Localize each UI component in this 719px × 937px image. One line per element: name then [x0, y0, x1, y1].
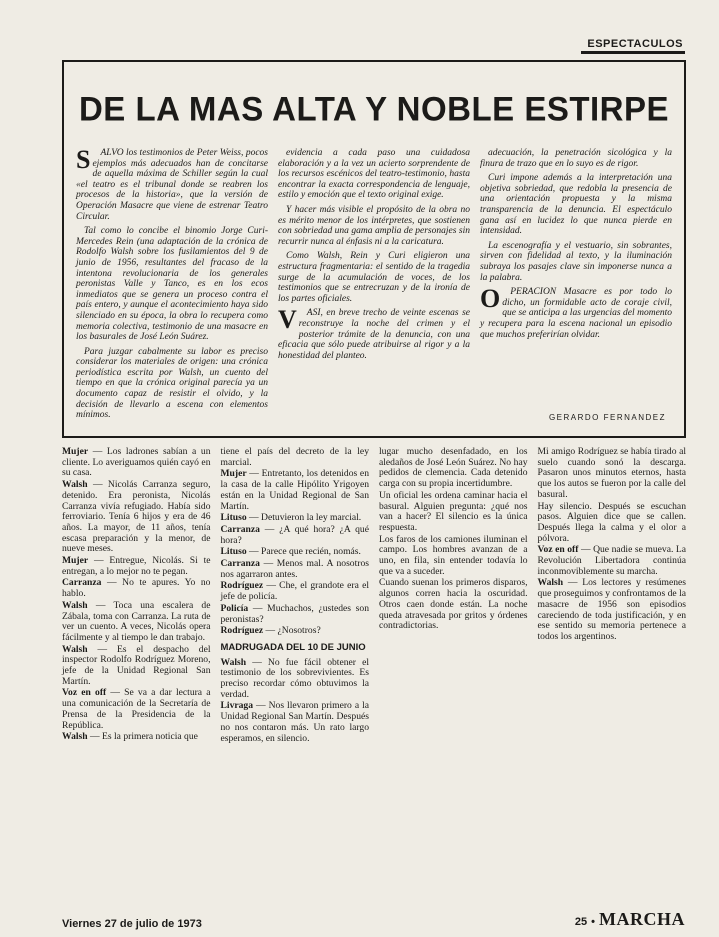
script-line: [221, 469, 370, 512]
paragraph: Tal como lo concibe el binomio Jorge Curi-Mercedes Rein (una adaptación de la crónica de Rodolfo Walsh sobre los fusilamientos del 9 de junio de 1956, resultantes del fracaso de la intentona revolucionaria de los generales peronistas Valle y Tanco, es en los ecos inmediatos que se genera un proceso contra el país entero, y aunque el acontecimiento haya sido silenciado en su época, la obra lo recupera como memoria colectiva, testimonio de una masacre en los basurales de José León Suárez.: [76, 226, 268, 343]
speaker-name: Mujer: [62, 555, 89, 567]
script-line: [62, 447, 211, 479]
article-box: [62, 60, 686, 438]
script-line: [62, 645, 211, 688]
line-text: — Toca una escalera de Zábala, toma con Carranza. La ruta de ver un cuento. A veces, Nicolás opera fácilmente y al tiempo le dan trabajo.: [62, 599, 211, 643]
speaker-name: Mujer: [62, 446, 89, 457]
line-text: — Entretanto, los detenidos en la casa de la calle Hipólito Yrigoyen están en la Unidad Regional de San Martín.: [220, 468, 369, 512]
paragraph: evidencia a cada paso una cuidadosa elaboración y a la vez un acierto sorprendente de los recursos escénicos del teatro-testimonio, hasta encontrar la exacta correspondencia de lenguaje, estilo y emoción que el texto original exige.: [278, 148, 470, 201]
script-line: [538, 447, 687, 501]
page-footer: [62, 908, 685, 930]
line-text: — Detuvieron la ley marcial.: [249, 512, 362, 524]
speaker-name: Voz en off: [537, 544, 579, 556]
line-text: — Se va a dar lectura a una comunicación de la Secretaría de Prensa de la Presidencia de la República.: [62, 687, 211, 731]
speaker-name: Policía: [220, 602, 249, 614]
line-text: — No te apures. Yo no hablo.: [62, 577, 211, 600]
speaker-name: Livraga: [220, 700, 254, 712]
speaker-name: Carranza: [220, 523, 260, 535]
drop-cap: V: [278, 305, 297, 335]
paragraph: PERACION Masacre es por todo lo dicho, un formidable acto de coraje civil, que se anticipa a las urgencias del momento y recupera para la escena nacional un episodio que muchos preferirían olvidar.: [480, 287, 672, 340]
script-line: [221, 626, 370, 637]
script-line: [538, 502, 687, 545]
line-text: — Es el despacho del inspector Rodolfo Rodríguez Moreno, jefe de la Unidad Regional San Martín.: [62, 643, 211, 687]
script-line: [221, 447, 370, 468]
script-line: [62, 480, 211, 555]
script-line: [379, 447, 528, 490]
paragraph: Como Walsh, Rein y Curi eligieron una estructura fragmentaria: el sentido de la tragedia surge de la acumulación de voces, de los testimonios que se entrecruzan y de la ironía de los partes oficiales.: [278, 251, 470, 304]
publication-name: MARCHA: [599, 909, 685, 929]
line-text: Un oficial les ordena caminar hacia el basural. Alguien pregunta: ¿qué nos van a hacer? El silencio es la única respuesta.: [379, 489, 528, 533]
line-text: — Nos llevaron primero a la Unidad Regional San Martín. Después no nos contaron más. Un rato largo esperamos, en silencio.: [220, 700, 369, 744]
speaker-name: Carranza: [62, 577, 102, 589]
issue-date: Viernes 27 de julio de 1973: [62, 918, 202, 930]
line-text: Los faros de los camiones iluminan el campo. Los hombres avanzan de a uno, en fila, sin entender todavía lo que va a suceder.: [379, 533, 528, 577]
body-column-4: [538, 447, 687, 895]
script-line: [221, 658, 370, 701]
speaker-name: Walsh: [62, 643, 88, 655]
script-line: [62, 578, 211, 599]
script-line: [221, 513, 370, 524]
paragraph: Para juzgar cabalmente su labor es preciso considerar los materiales de origen: una crónica periodística escrita por Walsh, un cuento del tiempo en que la crónica original parecía ya un documento capaz de resistir el olvido, y la decisión de llevarlo a escena con elementos mínimos.: [76, 346, 268, 421]
line-text: — ¿A qué hora? ¿A qué hora?: [220, 523, 369, 546]
paragraph: La escenografía y el vestuario, sin sobrantes, sirven con fidelidad al texto, y la iluminación subraya los pasajes clave sin imponerse nunca a la palabra.: [480, 240, 672, 283]
subheading: MADRUGADA DEL 10 DE JUNIO: [220, 641, 366, 653]
speaker-name: Lituso: [220, 546, 247, 558]
script-line: [62, 688, 211, 731]
speaker-name: Walsh: [62, 599, 88, 611]
line-text: — Los ladrones sabían a un cliente. Lo averiguamos quién cayó en su casa.: [62, 446, 211, 479]
paragraph: ALVO los testimonios de Peter Weiss, pocos ejemplos más adecuados han de concitarse de aquella máxima de Schiller según la cual «el teatro es el tribunal donde se reabren los procesos de la historia», que la versión de Operación Masacre que viene de estrenar Teatro Circular.: [76, 148, 268, 222]
line-text: Hay silencio. Después se escuchan pasos. Alguien dice que se callen. Después llega la calma y el olor a pólvora.: [537, 500, 686, 544]
body-column-3: [379, 447, 528, 895]
script-line: [221, 604, 370, 625]
speaker-name: Carranza: [220, 558, 260, 570]
box-column-3: [480, 148, 672, 408]
paragraph: Curi impone además a la interpretación una objetiva sobriedad, que redobla la presencia de una orientación propuesta y la misma transparencia de la denuncia. El espectáculo gana así en lucidez lo que nunca pierde en intensidad.: [480, 173, 672, 237]
byline: GERARDO FERNANDEZ: [548, 413, 666, 422]
speaker-name: Voz en off: [62, 687, 107, 699]
drop-cap: O: [480, 284, 501, 314]
line-text: — Menos mal. A nosotros nos agarraron antes.: [220, 558, 369, 580]
speaker-name: Rodríguez: [220, 625, 264, 637]
speaker-name: Walsh: [537, 577, 564, 589]
speaker-name: Walsh: [220, 656, 247, 668]
line-text: — Los lectores y resúmenes que proseguimos y confrontamos de la masacre de 1956 son episodios careciendo de toda justificación, y en ese sentido su memoria pertenece a todos los argentinos.: [537, 577, 686, 642]
script-line: [538, 545, 687, 577]
paragraph: Y hacer más visible el propósito de la obra no es mérito menor de los intérpretes, que sostienen con sobriedad una gama amplia de personajes sin recurrir nunca al énfasis ni a la caricatura.: [278, 204, 470, 247]
speaker-name: Rodríguez: [220, 580, 264, 592]
script-line: [62, 601, 211, 644]
section-tag: ESPECTACULOS: [581, 38, 685, 54]
line-text: — Parece que recién, nomás.: [249, 546, 361, 558]
script-line: [221, 581, 370, 602]
speaker-name: Lituso: [220, 512, 247, 524]
script-line: [62, 732, 211, 743]
line-text: lugar mucho desenfadado, en los aledaños de José León Suárez. No hay pedidos de clemencia. Cada detenido carga con su propia incertidumbre.: [379, 446, 528, 490]
headline: DE LA MAS ALTA Y NOBLE ESTIRPE: [78, 89, 670, 128]
speaker-name: Mujer: [220, 468, 247, 480]
drop-cap: S: [76, 145, 91, 174]
line-text: — ¿Nosotros?: [265, 625, 321, 637]
body-column-2: [221, 447, 370, 895]
line-text: — No fue fácil obtener el testimonio de los sobrevivientes. Es preciso recordar cómo obtuvimos la verdad.: [220, 656, 370, 700]
line-text: — Es la primera noticia que: [90, 731, 198, 743]
box-column-2: [278, 148, 470, 408]
line-text: — Muchachos, ¿ustedes son peronistas?: [220, 602, 369, 625]
script-line: [221, 525, 370, 546]
box-column-1: [76, 145, 268, 421]
script-line: [221, 547, 370, 558]
body-columns: [62, 447, 686, 895]
line-text: — Nicolás Carranza seguro, detenido. Era peronista, Nicolás Carranza vivía refugiado. Había sido ferroviario. Tenía 6 hijos y era de 46 años. La mayor, de 11 años, tenía escasa preparación y la menor, de nueve meses.: [62, 479, 211, 555]
script-line: [538, 578, 687, 642]
speaker-name: Walsh: [62, 479, 88, 491]
speaker-name: Walsh: [62, 731, 88, 743]
line-text: — Que nadie se mueva. La Revolución Libertadora continúa inconmoviblemente su marcha.: [537, 544, 686, 577]
line-text: Mi amigo Rodríguez se había tirado al suelo cuando sonó la descarga. Pasaron unos minutos eternos, hasta que los autos se fueron por la calle del basural.: [537, 446, 686, 500]
script-line: [379, 491, 528, 534]
body-column-1: [62, 447, 211, 895]
script-line: [379, 535, 528, 578]
paragraph: adecuación, la penetración sicológica y la finura de trazo que en lo suyo es de rigor.: [480, 148, 672, 169]
separator: •: [591, 916, 595, 928]
paragraph: ASI, en breve trecho de veinte escenas se reconstruye la noche del crimen y el posterior trámite de la denuncia, con una eficacia que sólo puede atribuirse al rigor y a la honestidad del planteo.: [278, 308, 470, 361]
line-text: tiene el país del decreto de la ley marcial.: [220, 446, 369, 468]
line-text: — Entregue, Nicolás. Si te entregan, a lo mejor no te pegan.: [62, 555, 211, 577]
script-line: [379, 578, 528, 632]
script-line: [221, 559, 370, 580]
line-text: — Che, el grandote era el jefe de policía.: [220, 580, 369, 603]
page-number: 25: [574, 916, 588, 928]
script-line: [221, 701, 370, 744]
script-line: [62, 556, 211, 577]
line-text: Cuando suenan los primeros disparos, algunos corren hacia la oscuridad. Otros caen donde están. La noche queda atravesada por gritos y órdenes contradictorias.: [379, 577, 528, 632]
